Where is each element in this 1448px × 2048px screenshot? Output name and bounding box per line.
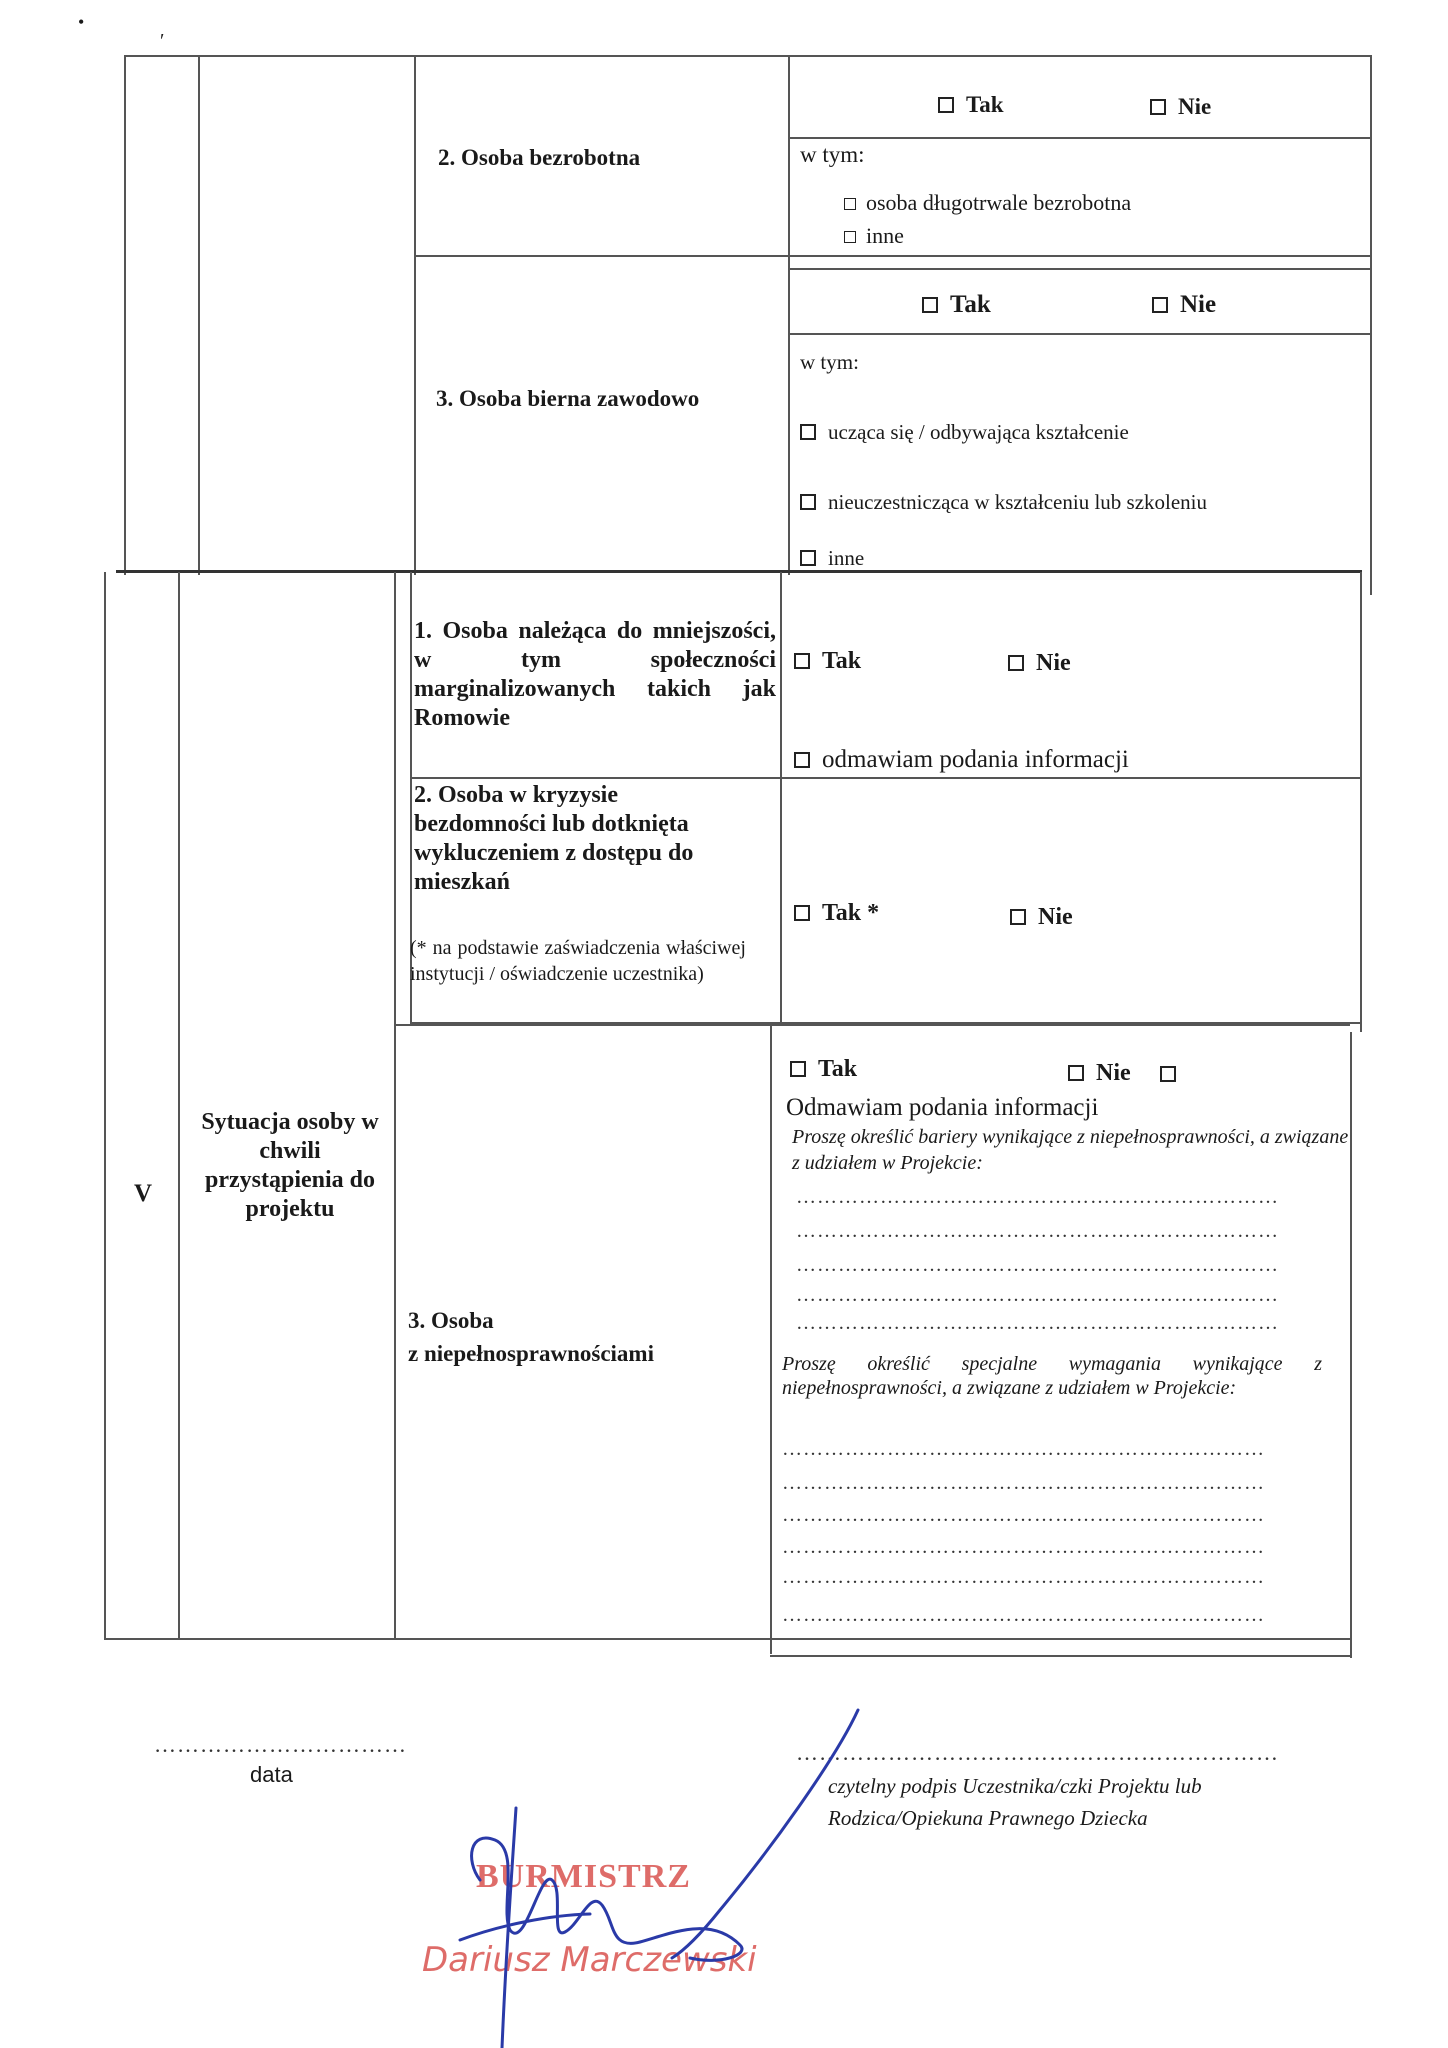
row3-nie-checkbox[interactable] — [1152, 297, 1168, 313]
special-line-1[interactable]: …………………………………………………………… — [782, 1438, 1265, 1460]
handwritten-signature — [440, 1700, 860, 2048]
row3-opt2-checkbox[interactable] — [800, 494, 816, 510]
page-mark-dot: • — [78, 12, 85, 32]
item1-nie-option[interactable] — [1008, 650, 1071, 677]
row2-opt2-label: inne — [866, 223, 904, 248]
item1-tak-checkbox[interactable] — [794, 653, 810, 669]
row3-w-tym: w tym: — [800, 350, 859, 374]
item1-label: 1. Osoba należąca do mniejszości, w tym społeczności marginalizowanych takich jak Romowie — [414, 618, 776, 731]
row3-opt2[interactable] — [800, 490, 1207, 515]
row2-opt1-checkbox[interactable] — [844, 198, 856, 210]
item1-refuse-option[interactable] — [794, 746, 1129, 774]
row2-nie-label: Nie — [1178, 94, 1212, 119]
signature-field[interactable]: ……………………………………………………… — [796, 1740, 1279, 1765]
row2-nie-checkbox[interactable] — [1150, 99, 1166, 115]
row2-nie-option[interactable] — [1150, 94, 1211, 120]
row2-opt2[interactable] — [844, 223, 904, 249]
signature-label-line2: Rodzica/Opiekuna Prawnego Dziecka — [828, 1806, 1148, 1830]
row2-opt2-checkbox[interactable] — [844, 231, 856, 243]
item3-special-text: Proszę określić specjalne wymagania wynikające z niepełnosprawności, a związane z udziałem w Projekcie: — [782, 1353, 1322, 1399]
item1-refuse-label: odmawiam podania informacji — [822, 746, 1129, 773]
row3-opt1-checkbox[interactable] — [800, 424, 816, 440]
row3-tak-option[interactable] — [922, 291, 991, 319]
barriers-line-2[interactable]: …………………………………………………………… — [796, 1220, 1279, 1242]
item2-label: 2. Osoba w kryzysie bezdomności lub dotknięta wykluczeniem z dostępu do mieszkań — [414, 782, 694, 895]
item1-nie-checkbox[interactable] — [1008, 655, 1024, 671]
stamp-title: BURMISTRZ — [476, 1858, 691, 1895]
item2-note: (* na podstawie zaświadczenia właściwej instytucji / oświadczenie uczestnika) — [410, 937, 746, 985]
barriers-line-1[interactable]: …………………………………………………………… — [796, 1186, 1279, 1208]
item3-nie-option[interactable] — [1068, 1060, 1131, 1087]
item3-nie-checkbox[interactable] — [1068, 1065, 1084, 1081]
special-line-3[interactable]: …………………………………………………………… — [782, 1504, 1265, 1526]
section-title: Sytuacja osoby w chwili przystąpienia do projektu — [201, 1109, 379, 1222]
item3-nie-label: Nie — [1096, 1060, 1131, 1086]
row3-nie-label: Nie — [1180, 291, 1217, 318]
section-roman: V — [134, 1180, 153, 1207]
row3-tak-label: Tak — [950, 291, 991, 318]
item3-tak-checkbox[interactable] — [790, 1061, 806, 1077]
item2-tak-checkbox[interactable] — [794, 905, 810, 921]
row3-nie-option[interactable] — [1152, 291, 1216, 319]
row2-opt1-label: osoba długotrwale bezrobotna — [866, 190, 1132, 215]
item2-tak-option[interactable] — [794, 900, 879, 927]
special-line-5[interactable]: …………………………………………………………… — [782, 1566, 1265, 1588]
item1-refuse-checkbox[interactable] — [794, 752, 810, 768]
stamp-name: Dariusz Marczewski — [422, 1940, 757, 1980]
item3-tak-option[interactable] — [790, 1056, 857, 1083]
item2-tak-label: Tak * — [822, 900, 880, 926]
item3-refuse-label: Odmawiam podania informacji — [786, 1094, 1099, 1121]
item1-tak-label: Tak — [822, 648, 862, 674]
barriers-line-4[interactable]: …………………………………………………………… — [796, 1284, 1279, 1306]
row3-opt3[interactable] — [800, 546, 864, 571]
item1-tak-option[interactable] — [794, 648, 861, 675]
row2-w-tym: w tym: — [800, 142, 865, 167]
item1-nie-label: Nie — [1036, 650, 1071, 676]
row2-tak-label: Tak — [966, 92, 1004, 117]
special-line-2[interactable]: …………………………………………………………… — [782, 1472, 1265, 1494]
row3-opt3-label: inne — [828, 546, 865, 570]
row3-label: 3. Osoba bierna zawodowo — [436, 386, 700, 411]
row2-label: 2. Osoba bezrobotna — [438, 145, 641, 170]
row2-opt1[interactable] — [844, 190, 1131, 216]
item3-barriers-text: Proszę określić bariery wynikające z niepełnosprawności, a związane z udziałem w Projekcie: — [792, 1126, 1349, 1174]
row3-opt2-label: nieuczestnicząca w kształceniu lub szkoleniu — [828, 490, 1208, 514]
item3-tak-label: Tak — [818, 1056, 858, 1082]
item2-nie-checkbox[interactable] — [1010, 909, 1026, 925]
barriers-line-3[interactable]: …………………………………………………………… — [796, 1254, 1279, 1276]
item2-nie-label: Nie — [1038, 904, 1073, 930]
barriers-line-5[interactable]: …………………………………………………………… — [796, 1312, 1279, 1334]
page-mark-tick: ′ — [160, 30, 165, 52]
row3-opt3-checkbox[interactable] — [800, 550, 816, 566]
signature-label-line1: czytelny podpis Uczestnika/czki Projektu lub — [828, 1774, 1202, 1798]
item3-label-line2: z niepełnosprawnościami — [408, 1341, 654, 1366]
item2-nie-option[interactable] — [1010, 904, 1073, 931]
date-field[interactable]: …………………………… — [154, 1732, 407, 1757]
special-line-6[interactable]: …………………………………………………………… — [782, 1604, 1265, 1626]
row3-opt1-label: ucząca się / odbywająca kształcenie — [828, 420, 1129, 444]
item3-label-line1: 3. Osoba — [408, 1308, 494, 1333]
item3-refuse-checkbox[interactable] — [1160, 1066, 1176, 1082]
row2-tak-option[interactable] — [938, 92, 1004, 118]
row3-opt1[interactable] — [800, 420, 1129, 445]
row2-tak-checkbox[interactable] — [938, 97, 954, 113]
special-line-4[interactable]: …………………………………………………………… — [782, 1536, 1265, 1558]
row3-tak-checkbox[interactable] — [922, 297, 938, 313]
date-label: data — [250, 1762, 293, 1787]
